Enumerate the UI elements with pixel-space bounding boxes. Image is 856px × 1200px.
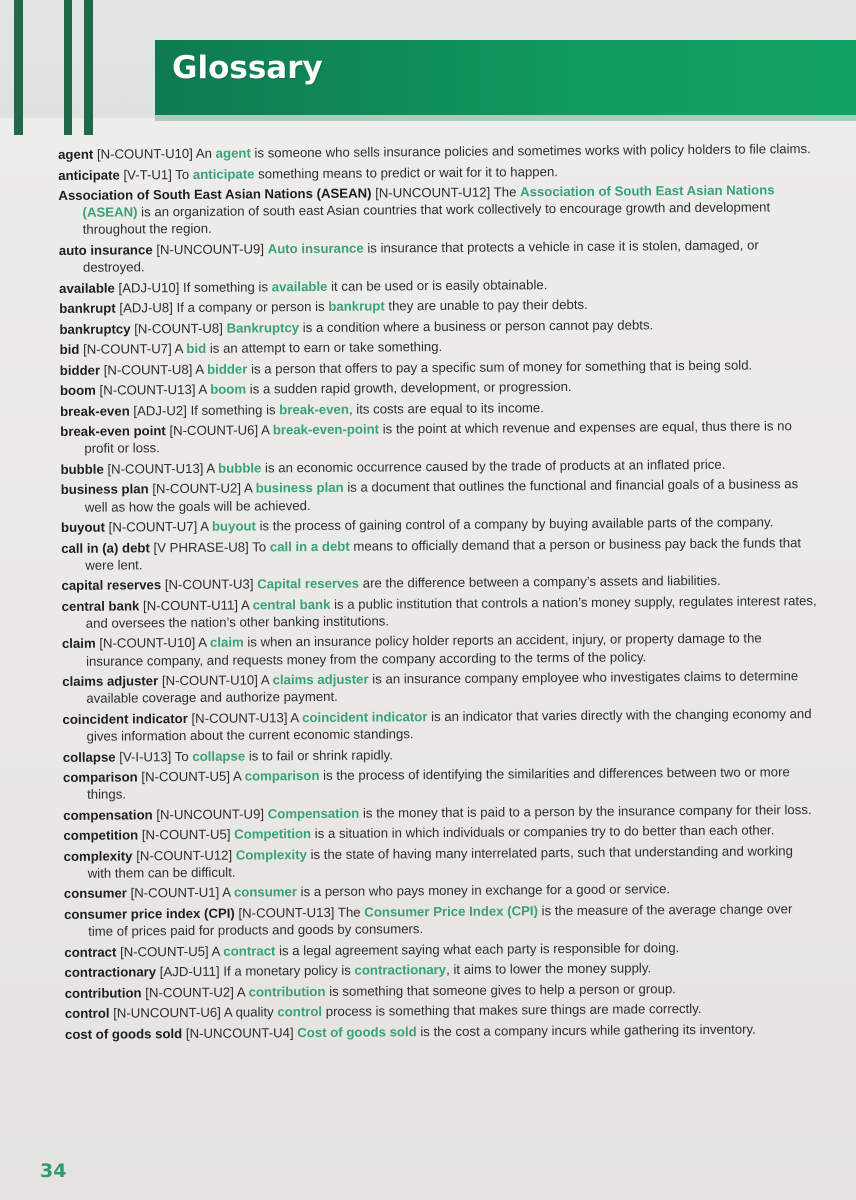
entry-term: consumer price index (CPI) [63, 905, 235, 922]
entry-definition: is a document that outlines the functional and financial goals of a business as well as how the goals will be achieved. [84, 476, 799, 515]
entry-definition: is an attempt to earn or take something. [209, 339, 443, 356]
entry-definition-lead: If a monetary policy is [223, 962, 351, 979]
entry-term: boom [59, 382, 96, 399]
glossary-entry [60, 335, 816, 358]
entry-highlighted-term: Complexity [235, 846, 307, 863]
glossary-entry [65, 979, 821, 1002]
entry-highlighted-term: contribution [248, 983, 326, 1000]
entry-term: bankrupt [59, 300, 116, 317]
entry-definition-lead: A [260, 672, 269, 688]
entry-part-of-speech: [ADJ-U2] [133, 402, 187, 419]
glossary-entry [61, 475, 817, 515]
entry-part-of-speech: [AJD-U11] [159, 963, 220, 980]
glossary-entry [58, 140, 814, 163]
entry-definition-lead: A [198, 381, 207, 398]
entry-definition: is the money that is paid to a person by the insurance company for their loss. [362, 801, 812, 821]
glossary-entry [61, 534, 817, 574]
entry-part-of-speech: [N-COUNT-U10] [96, 145, 193, 162]
entry-definition-lead: A [211, 943, 220, 959]
entry-part-of-speech: [N-UNCOUNT-U12] [375, 184, 491, 201]
entry-highlighted-term: Consumer Price Index (CPI) [364, 903, 539, 920]
entry-highlighted-term: Auto insurance [267, 240, 364, 257]
entry-highlighted-term: claims adjuster [272, 671, 369, 688]
entry-definition-lead: To [252, 538, 267, 555]
entry-definition: is an indicator that varies directly with the changing economy and gives information about the current economic standings. [86, 705, 812, 744]
entry-highlighted-term: collapse [192, 748, 246, 764]
entry-definition-lead: If something is [190, 401, 276, 418]
entry-highlighted-term: anticipate [192, 165, 255, 182]
glossary-entry [63, 763, 819, 803]
glossary-entry [59, 236, 815, 276]
entry-part-of-speech: [N-COUNT-U6] [169, 422, 259, 439]
entry-term: break-even [60, 403, 130, 419]
entry-term: consumer [63, 885, 127, 902]
entry-term: contribution [64, 985, 142, 1001]
entry-part-of-speech: [N-COUNT-U5] [141, 768, 231, 785]
entry-definition-lead: A [243, 480, 253, 496]
entry-definition: something means to predict or wait for it to happen. [258, 163, 558, 181]
glossary-entry [64, 842, 820, 882]
glossary-entry [60, 455, 816, 478]
entry-highlighted-term: coincident indicator [302, 708, 428, 725]
entry-part-of-speech: [N-UNCOUNT-U9] [156, 241, 265, 258]
entry-definition-lead: A [195, 361, 204, 377]
decorative-bar [84, 0, 93, 135]
entry-definition-lead: If something is [182, 278, 269, 295]
entry-definition: is an economic occurrence caused by the trade of products at an inflated price. [264, 456, 726, 476]
entry-part-of-speech: [N-COUNT-U2] [152, 480, 242, 497]
entry-term: business plan [60, 481, 149, 498]
entry-term: bankruptcy [59, 321, 131, 337]
entry-definition-lead: A [290, 709, 299, 726]
entry-term: contractionary [64, 964, 157, 981]
entry-definition: is the measure of the average change over time of prices paid for products and goods by consumers. [88, 901, 793, 939]
entry-part-of-speech: [V-T-U1] [123, 166, 172, 182]
entry-highlighted-term: Cost of goods sold [297, 1023, 417, 1040]
entry-term: break-even point [60, 423, 166, 440]
entry-term: central bank [61, 598, 140, 614]
entry-highlighted-term: comparison [244, 767, 320, 784]
entry-part-of-speech: [N-COUNT-U8] [134, 320, 223, 337]
glossary-entry [59, 294, 815, 317]
entry-term: buyout [60, 519, 106, 536]
entry-part-of-speech: [N-COUNT-U10] [99, 635, 196, 652]
entry-term: bid [59, 341, 80, 358]
entry-part-of-speech: [N-COUNT-U7] [108, 518, 198, 535]
glossary-entry [58, 161, 814, 184]
entry-term: auto insurance [58, 242, 153, 258]
entry-part-of-speech: [N-COUNT-U13] [107, 460, 204, 477]
entry-definition: is a person that offers to pay a specific sum of money for something that is being sold. [250, 357, 753, 377]
page-number: 34 [40, 1160, 67, 1182]
entry-definition: is a legal agreement saying what each party is responsible for doing. [279, 939, 680, 958]
entry-definition: is a condition where a business or person cannot pay debts. [302, 316, 654, 335]
entry-definition: , its costs are equal to its income. [348, 399, 544, 417]
entry-part-of-speech: [N-UNCOUNT-U4] [185, 1024, 294, 1041]
entry-term: bidder [59, 362, 101, 378]
glossary-entry [64, 958, 820, 981]
entry-part-of-speech: [N-COUNT-U8] [103, 361, 193, 378]
glossary-entry [62, 592, 818, 632]
glossary-entry [62, 705, 818, 745]
entry-term: complexity [63, 848, 133, 864]
glossary-entry [64, 938, 820, 961]
entry-definition-lead: A [232, 768, 242, 784]
title-banner-underline [155, 115, 856, 121]
entry-highlighted-term: consumer [233, 884, 298, 901]
entry-part-of-speech: [N-COUNT-U5] [141, 826, 231, 843]
entry-definition: is a public institution that controls a nation’s money supply, regulates interest rates, and oversees the nation’s other banking institutions. [85, 592, 817, 631]
entry-definition: are the difference between a company’s assets and liabilities. [362, 573, 721, 591]
entry-part-of-speech: [N-COUNT-U11] [142, 597, 239, 614]
entry-highlighted-term: Association of South East Asian Nations (ASEAN) [82, 182, 775, 221]
entry-term: coincident indicator [62, 710, 188, 727]
entry-part-of-speech: [N-COUNT-U13] [99, 382, 196, 398]
entry-highlighted-term: Competition [234, 826, 312, 842]
glossary-entry [61, 513, 817, 536]
entry-term: agent [58, 146, 94, 162]
glossary-entry [60, 376, 816, 399]
entry-definition: is an insurance company employee who investigates claims to determine available coverage and authorize payment. [86, 668, 799, 707]
entry-definition: is to fail or shrink rapidly. [248, 746, 393, 764]
entry-term: cost of goods sold [64, 1025, 183, 1042]
entry-highlighted-term: break-even [279, 401, 349, 417]
entry-definition-lead: If a company or person is [176, 299, 325, 316]
entry-definition: is insurance that protects a vehicle in case it is stolen, damaged, or destroyed. [82, 237, 759, 275]
entry-highlighted-term: central bank [252, 596, 331, 613]
glossary-entry [63, 821, 819, 844]
entry-part-of-speech: [N-COUNT-U13] [191, 710, 288, 726]
glossary-entry [64, 900, 820, 940]
entry-highlighted-term: bid [186, 340, 207, 357]
entry-highlighted-term: claim [209, 634, 244, 651]
glossary-list [58, 140, 821, 1046]
entry-definition-lead: A [198, 635, 207, 651]
entry-part-of-speech: [N-COUNT-U12] [136, 847, 233, 864]
entry-definition: is the process of identifying the similarities and differences between two or more things. [87, 764, 790, 803]
entry-part-of-speech: [V PHRASE-U8] [153, 539, 249, 555]
entry-highlighted-term: bubble [218, 460, 262, 476]
entry-part-of-speech: [ADJ-U8] [119, 300, 173, 316]
entry-definition-lead: A [236, 984, 245, 1000]
glossary-entry [61, 571, 817, 594]
entry-definition: is the point at which revenue and expenses are equal, thus there is no profit or loss. [84, 418, 792, 457]
entry-highlighted-term: contract [223, 942, 276, 959]
glossary-entry [62, 629, 818, 669]
entry-highlighted-term: buyout [211, 518, 256, 534]
entry-part-of-speech: [N-COUNT-U7] [82, 341, 172, 357]
entry-highlighted-term: bidder [207, 361, 248, 377]
glossary-entry [63, 743, 819, 766]
entry-part-of-speech: [N-COUNT-U1] [130, 885, 220, 901]
entry-definition: is the process of gaining control of a company by buying available parts of the company. [259, 514, 774, 534]
entry-part-of-speech: [N-COUNT-U10] [161, 672, 258, 689]
entry-term: claim [61, 636, 96, 652]
entry-part-of-speech: [N-UNCOUNT-U9] [156, 806, 265, 822]
entry-definition-lead: To [174, 748, 189, 764]
entry-highlighted-term: break-even-point [272, 421, 380, 438]
entry-definition: , it aims to lower the money supply. [446, 960, 652, 978]
entry-definition: is a situation in which individuals or companies try to do better than each other. [314, 822, 775, 842]
entry-definition-lead: A [174, 341, 183, 357]
entry-term: compensation [63, 807, 153, 823]
page-title: Glossary [172, 50, 323, 86]
entry-term: competition [63, 827, 139, 844]
entry-part-of-speech: [N-UNCOUNT-U6] [113, 1004, 221, 1021]
entry-highlighted-term: control [277, 1004, 323, 1020]
glossary-entry [58, 181, 814, 239]
entry-definition: is something that someone gives to help a person or group. [329, 980, 676, 999]
entry-definition: they are unable to pay their debts. [388, 296, 588, 314]
decorative-bar [14, 0, 23, 135]
glossary-entry [59, 315, 815, 338]
entry-highlighted-term: Compensation [267, 805, 360, 822]
entry-term: control [64, 1005, 110, 1022]
entry-term: comparison [62, 769, 138, 786]
glossary-entry [65, 1020, 821, 1043]
entry-definition: is when an insurance policy holder reports an accident, injury, or property damage to the insurance company, and requests money from the company according to the terms of the policy. [85, 630, 762, 669]
entry-definition: it can be used or is easily obtainable. [331, 276, 548, 294]
entry-part-of-speech: [N-COUNT-U5] [119, 943, 209, 960]
entry-definition-lead: A [206, 460, 215, 476]
glossary-entry [62, 667, 818, 707]
entry-term: collapse [62, 749, 116, 765]
glossary-entry [65, 999, 821, 1022]
entry-term: anticipate [58, 167, 120, 183]
entry-part-of-speech: [N-COUNT-U13] [238, 904, 335, 921]
entry-definition-lead: A [260, 422, 270, 438]
entry-definition-lead: To [175, 166, 190, 182]
entry-definition: is a person who pays money in exchange for a good or service. [300, 881, 671, 900]
glossary-entry [59, 274, 815, 297]
decorative-bar [64, 0, 72, 135]
entry-definition-lead: An [195, 145, 213, 161]
entry-part-of-speech: [ADJ-U10] [118, 279, 180, 296]
entry-definition: process is something that makes sure things are made correctly. [325, 1001, 702, 1020]
entry-term: Association of South East Asian Nations (ASEAN) [58, 185, 372, 203]
entry-definition: is the cost a company incurs while gathering its inventory. [420, 1021, 756, 1039]
entry-definition-lead: A [222, 885, 231, 901]
entry-term: capital reserves [61, 577, 162, 594]
entry-definition-lead: The [337, 904, 361, 920]
entry-part-of-speech: [N-COUNT-U3] [164, 576, 254, 593]
entry-term: contract [64, 944, 117, 960]
entry-definition: is someone who sells insurance policies and sometimes works with policy holders to file claims. [254, 141, 811, 161]
entry-highlighted-term: contractionary [354, 962, 447, 978]
entry-highlighted-term: Capital reserves [257, 575, 360, 592]
glossary-entry [60, 417, 816, 457]
entry-definition-lead: A [240, 597, 250, 613]
entry-definition: is the state of having many interrelated parts, such that understanding and working with them can be difficult. [87, 842, 793, 881]
entry-definition: is a sudden rapid growth, development, or progression. [249, 379, 572, 397]
glossary-entry [64, 879, 820, 902]
entry-definition-lead: The [493, 184, 517, 200]
entry-highlighted-term: business plan [255, 480, 344, 496]
entry-definition: is an organization of south east Asian countries that work collectively to encourage growth and development throughout the region. [82, 199, 771, 238]
glossary-entry [60, 356, 816, 379]
entry-part-of-speech: [V-I-U13] [119, 748, 172, 765]
entry-highlighted-term: available [271, 278, 328, 294]
entry-highlighted-term: bankrupt [328, 298, 385, 314]
entry-highlighted-term: Bankruptcy [226, 319, 300, 336]
glossary-entry [63, 801, 819, 824]
entry-term: claims adjuster [62, 673, 159, 690]
entry-term: bubble [60, 461, 104, 477]
entry-highlighted-term: call in a debt [269, 538, 350, 554]
entry-definition-lead: A [200, 518, 209, 534]
entry-highlighted-term: agent [215, 145, 251, 161]
entry-definition: means to officially demand that a person or business pay back the funds that were lent. [85, 534, 802, 573]
entry-definition-lead: A quality [223, 1004, 274, 1020]
glossary-entry [60, 397, 816, 420]
entry-highlighted-term: boom [210, 381, 247, 397]
entry-part-of-speech: [N-COUNT-U2] [145, 984, 234, 1000]
entry-term: available [59, 280, 115, 296]
entry-term: call in (a) debt [61, 539, 150, 556]
